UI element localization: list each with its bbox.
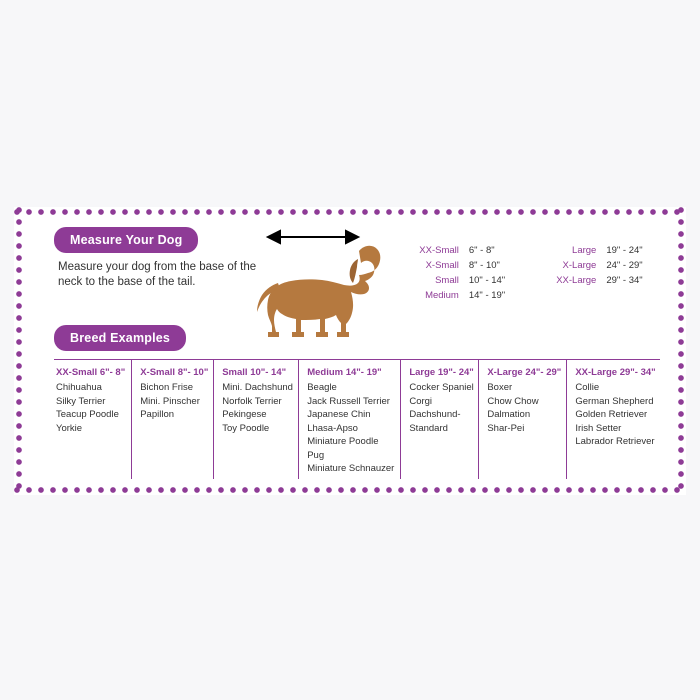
table-row xyxy=(404,243,664,258)
list-item: Cocker Spaniel xyxy=(409,382,474,393)
list-item: Pug xyxy=(307,449,325,461)
breed-list xyxy=(140,381,207,422)
list-item: Teacup Poodle xyxy=(56,409,119,420)
breed-column-xx-small xyxy=(54,359,131,479)
breed-column-x-small xyxy=(131,359,213,479)
list-item: Miniature Schnauzer xyxy=(307,463,395,474)
size-name: Large xyxy=(572,245,597,256)
border-bottom xyxy=(14,487,686,493)
list-item: Papillon xyxy=(140,409,175,420)
breed-list xyxy=(307,381,394,476)
spacer xyxy=(526,288,541,303)
measure-instructions: Measure your dog from the base of the neck to the base of the tail. xyxy=(58,261,257,288)
size-range: 8" - 10" xyxy=(468,260,500,271)
breed-column-heading: X-Small 8"- 10" xyxy=(140,367,209,378)
list-item: Silky Terrier xyxy=(56,395,106,407)
list-item: German Shepherd xyxy=(575,395,654,407)
list-item: Japanese Chin xyxy=(307,409,371,420)
size-range: 19" - 24" xyxy=(606,245,643,256)
breed-examples-table xyxy=(54,359,660,479)
breed-list xyxy=(487,381,560,435)
list-item: Beagle xyxy=(307,382,337,393)
measure-arrow-icon xyxy=(268,231,358,243)
list-item: Mini. Pinscher xyxy=(140,395,200,407)
border-right xyxy=(678,207,684,495)
size-name xyxy=(541,288,606,303)
table-row xyxy=(404,288,664,303)
list-item: Irish Setter xyxy=(575,422,622,434)
list-item: Toy Poodle xyxy=(222,422,270,434)
size-range: 10" - 14" xyxy=(468,275,506,286)
size-name: X-Small xyxy=(425,260,459,271)
spacer xyxy=(526,273,541,288)
size-name: XX-Small xyxy=(419,245,459,256)
measure-your-dog-heading: Measure Your Dog xyxy=(54,227,198,253)
list-item: Dachshund- xyxy=(409,409,461,420)
breed-list xyxy=(409,381,472,435)
dog-illustration xyxy=(246,223,391,348)
dog-silhouette xyxy=(267,246,380,337)
list-item: Collie xyxy=(575,382,600,393)
breed-column-small xyxy=(213,359,298,479)
breed-column-medium xyxy=(298,359,400,479)
size-range xyxy=(606,288,664,303)
border-top xyxy=(14,209,686,215)
spacer xyxy=(526,243,541,258)
list-item: Corgi xyxy=(409,395,433,407)
dog-ear xyxy=(350,259,358,283)
list-item: Lhasa-Apso xyxy=(307,422,358,434)
size-range: 24" - 29" xyxy=(606,260,643,271)
list-item: Standard xyxy=(409,422,448,434)
list-item: Golden Retriever xyxy=(575,409,648,420)
breed-list xyxy=(56,381,125,435)
list-item: Shar-Pei xyxy=(487,422,525,434)
list-item: Dalmation xyxy=(487,409,531,420)
list-item: Miniature Poodle xyxy=(307,436,379,447)
size-name: X-Large xyxy=(562,260,597,271)
breed-column-heading: Medium 14"- 19" xyxy=(307,367,382,378)
list-item: Pekingese xyxy=(222,409,267,420)
breed-list xyxy=(575,381,655,449)
breed-column-heading: XX-Small 6"- 8" xyxy=(56,367,126,378)
list-item: Boxer xyxy=(487,382,513,393)
breed-column-heading: X-Large 24"- 29" xyxy=(487,367,562,378)
size-range-table xyxy=(404,243,664,303)
breed-column-xx-large xyxy=(566,359,661,479)
table-row xyxy=(404,258,664,273)
breed-column-heading: Small 10"- 14" xyxy=(222,367,287,378)
size-range: 29" - 34" xyxy=(606,275,643,286)
breed-column-heading: XX-Large 29"- 34" xyxy=(575,367,656,378)
breed-column-large xyxy=(400,359,478,479)
size-range: 14" - 19" xyxy=(468,290,506,301)
size-name: XX-Large xyxy=(556,275,597,286)
list-item: Bichon Frise xyxy=(140,382,194,393)
breed-column-heading: Large 19"- 24" xyxy=(409,367,474,378)
list-item: Chow Chow xyxy=(487,395,539,407)
table-row xyxy=(404,273,664,288)
breed-list xyxy=(222,381,292,435)
list-item: Norfolk Terrier xyxy=(222,395,282,407)
list-item: Jack Russell Terrier xyxy=(307,395,390,407)
spacer xyxy=(526,258,541,273)
size-name: Medium xyxy=(425,290,459,301)
list-item: Chihuahua xyxy=(56,382,102,393)
border-left xyxy=(16,207,22,495)
list-item: Mini. Dachshund xyxy=(222,382,293,393)
list-item: Yorkie xyxy=(56,422,83,434)
size-range: 6" - 8" xyxy=(468,245,495,256)
breed-column-x-large xyxy=(478,359,566,479)
breed-examples-heading: Breed Examples xyxy=(54,325,186,351)
list-item: Labrador Retriever xyxy=(575,436,655,447)
size-name: Small xyxy=(435,275,459,286)
size-chart-panel xyxy=(14,207,686,495)
